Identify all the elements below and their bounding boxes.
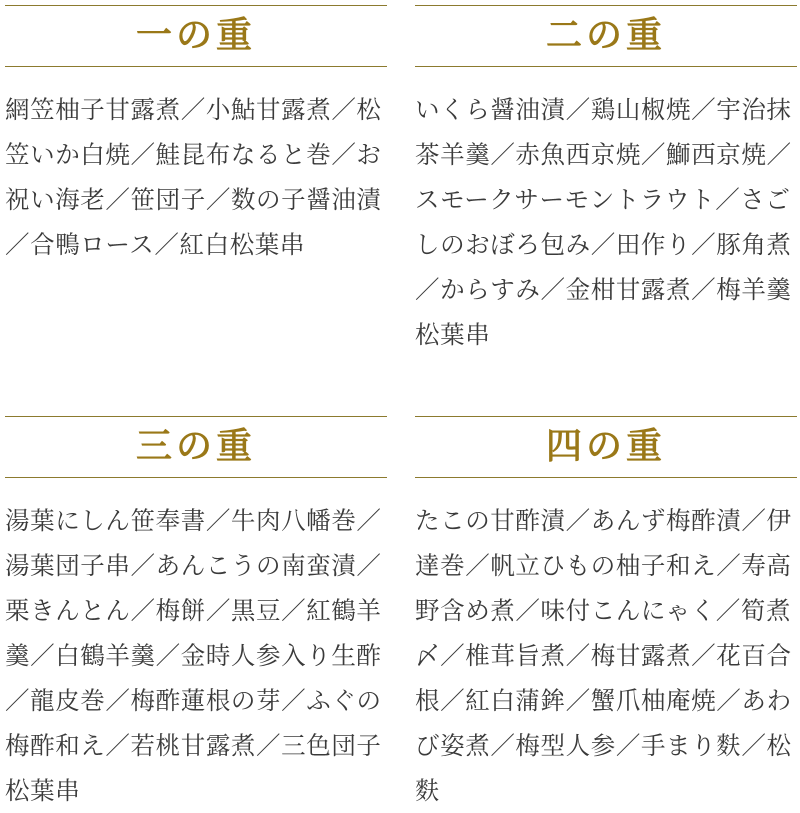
item-separator: ／ bbox=[130, 551, 156, 580]
item-separator: ／ bbox=[691, 230, 717, 259]
item-separator: ／ bbox=[766, 140, 792, 169]
menu-item: 寿高野含め煮 bbox=[415, 551, 792, 625]
menu-item: 梅酢蓮根の芽 bbox=[130, 686, 282, 715]
menu-item: たこの甘酢漬 bbox=[415, 506, 566, 535]
menu-item: いくら醤油漬 bbox=[415, 95, 566, 124]
item-separator: ／ bbox=[155, 641, 181, 670]
menu-item: 黒豆 bbox=[230, 596, 282, 625]
menu-item: 松麩 bbox=[415, 731, 792, 805]
menu-item: 金時人参入り生酢 bbox=[180, 641, 382, 670]
section-heading: 一の重 bbox=[135, 15, 256, 56]
item-separator: ／ bbox=[565, 641, 591, 670]
item-separator: ／ bbox=[515, 596, 541, 625]
item-separator: ／ bbox=[565, 686, 591, 715]
menu-item: 三色団子松葉串 bbox=[5, 731, 382, 805]
menu-item: あんず梅酢漬 bbox=[590, 506, 742, 535]
item-separator: ／ bbox=[154, 230, 180, 259]
menu-item: 蟹爪柚庵焼 bbox=[590, 686, 717, 715]
menu-item: 紅白松葉串 bbox=[179, 230, 305, 259]
menu-item: 宇治抹茶羊羹 bbox=[415, 95, 792, 169]
menu-item-list bbox=[5, 498, 387, 813]
item-separator: ／ bbox=[565, 95, 591, 124]
section-yon-no-ju bbox=[415, 416, 797, 813]
item-separator: ／ bbox=[741, 506, 767, 535]
bottom-rule bbox=[5, 477, 387, 478]
menu-item-list bbox=[415, 87, 797, 357]
item-separator: ／ bbox=[356, 506, 382, 535]
section-ichi-no-ju bbox=[5, 5, 387, 267]
menu-item: 龍皮巻 bbox=[30, 686, 106, 715]
menu-item: 小鮎甘露煮 bbox=[205, 95, 332, 124]
section-heading: 三の重 bbox=[135, 426, 256, 467]
menu-item: 豚角煮 bbox=[716, 230, 792, 259]
item-separator: ／ bbox=[331, 95, 357, 124]
item-separator: ／ bbox=[205, 185, 231, 214]
item-separator: ／ bbox=[540, 275, 566, 304]
section-ni-no-ju bbox=[415, 5, 797, 357]
item-separator: ／ bbox=[691, 641, 717, 670]
item-separator: ／ bbox=[490, 140, 516, 169]
item-separator: ／ bbox=[715, 596, 741, 625]
menu-item: お祝い海老 bbox=[5, 140, 382, 214]
item-separator: ／ bbox=[205, 506, 231, 535]
item-separator: ／ bbox=[615, 731, 641, 760]
item-separator: ／ bbox=[465, 551, 491, 580]
section-san-no-ju bbox=[5, 416, 387, 813]
item-separator: ／ bbox=[105, 731, 131, 760]
menu-item: ふぐの梅酢和え bbox=[5, 686, 382, 760]
item-separator: ／ bbox=[640, 140, 667, 169]
item-separator: ／ bbox=[565, 506, 591, 535]
menu-item: 田作り bbox=[615, 230, 692, 259]
item-separator: ／ bbox=[105, 686, 131, 715]
menu-item: 栗きんとん bbox=[5, 596, 131, 625]
menu-item: 梅餅 bbox=[155, 596, 206, 625]
item-separator: ／ bbox=[415, 275, 441, 304]
menu-item: 梅型人参 bbox=[515, 731, 616, 760]
item-separator: ／ bbox=[590, 230, 616, 259]
item-separator: ／ bbox=[356, 551, 382, 580]
item-separator: ／ bbox=[205, 596, 231, 625]
menu-item-list bbox=[5, 87, 387, 267]
bottom-rule bbox=[415, 477, 797, 478]
menu-item: 数の子醤油漬 bbox=[230, 185, 382, 214]
menu-item: 鰤西京焼 bbox=[666, 140, 767, 169]
item-separator: ／ bbox=[691, 95, 717, 124]
item-separator: ／ bbox=[281, 686, 307, 715]
menu-item: 笹団子 bbox=[130, 185, 206, 214]
menu-item: 手まり麩 bbox=[640, 731, 742, 760]
menu-item: さごしのおぼろ包み bbox=[415, 185, 791, 259]
item-separator: ／ bbox=[180, 95, 206, 124]
item-separator: ／ bbox=[716, 686, 742, 715]
item-separator: ／ bbox=[281, 596, 307, 625]
item-separator: ／ bbox=[5, 230, 31, 259]
item-separator: ／ bbox=[130, 140, 156, 169]
menu-item: 赤魚西京焼 bbox=[515, 140, 641, 169]
item-separator: ／ bbox=[440, 686, 466, 715]
menu-item: 金柑甘露煮 bbox=[565, 275, 692, 304]
menu-item: 梅甘露煮 bbox=[590, 641, 692, 670]
item-separator: ／ bbox=[30, 641, 56, 670]
menu-item: 花百合根 bbox=[415, 641, 792, 715]
menu-item: 合鴨ロース bbox=[30, 230, 155, 259]
menu-item: 若桃甘露煮 bbox=[130, 731, 257, 760]
bottom-rule bbox=[415, 66, 797, 67]
item-separator: ／ bbox=[440, 641, 466, 670]
item-separator: ／ bbox=[331, 140, 357, 169]
menu-item: 筍煮〆 bbox=[415, 596, 792, 670]
section-heading: 二の重 bbox=[545, 15, 666, 56]
menu-item: 伊達巻 bbox=[415, 506, 792, 580]
menu-item: 鮭昆布なると巻 bbox=[155, 140, 332, 169]
item-separator: ／ bbox=[105, 185, 131, 214]
menu-item: 紅鶴羊羹 bbox=[5, 596, 382, 670]
menu-item: あんこうの南蛮漬 bbox=[155, 551, 357, 580]
menu-item: 梅羊羹松葉串 bbox=[415, 275, 792, 349]
menu-item: 白鶴羊羹 bbox=[55, 641, 156, 670]
menu-item: あわび姿煮 bbox=[415, 686, 792, 760]
item-separator: ／ bbox=[716, 551, 742, 580]
menu-item: 帆立ひもの柚子和え bbox=[490, 551, 717, 580]
item-separator: ／ bbox=[130, 596, 156, 625]
item-separator: ／ bbox=[5, 686, 31, 715]
bottom-rule bbox=[5, 66, 387, 67]
menu-item: 牛肉八幡巻 bbox=[230, 506, 357, 535]
menu-item: 紅白蒲鉾 bbox=[465, 686, 566, 715]
item-separator: ／ bbox=[691, 275, 717, 304]
item-separator: ／ bbox=[741, 731, 767, 760]
menu-item: 松笠いか白焼 bbox=[5, 95, 382, 169]
section-heading: 四の重 bbox=[545, 426, 666, 467]
menu-item: からすみ bbox=[440, 275, 541, 304]
item-separator: ／ bbox=[256, 731, 282, 760]
item-separator: ／ bbox=[490, 731, 516, 760]
menu-item: 椎茸旨煮 bbox=[465, 641, 566, 670]
menu-item: スモークサーモントラウト bbox=[415, 185, 716, 214]
menu-item: 味付こんにゃく bbox=[540, 596, 716, 625]
menu-item: 網笠柚子甘露煮 bbox=[5, 95, 181, 124]
menu-item-list bbox=[415, 498, 797, 813]
menu-item: 鶏山椒焼 bbox=[590, 95, 692, 124]
menu-item: 湯葉にしん笹奉書 bbox=[5, 506, 206, 535]
menu-item: 湯葉団子串 bbox=[5, 551, 131, 580]
item-separator: ／ bbox=[715, 185, 741, 214]
